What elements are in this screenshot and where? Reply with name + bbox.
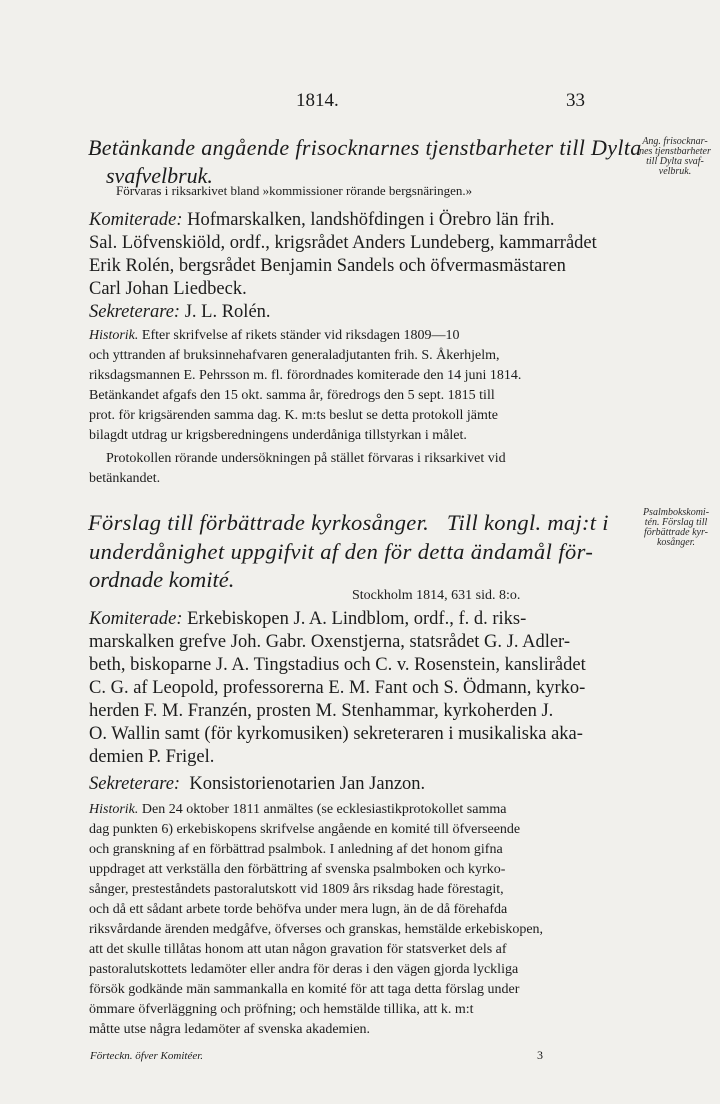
secretary-line: Sekreterare: Konsistorienotarien Jan Janzon.: [89, 774, 426, 794]
committee-line: Erik Rolén, bergsrådet Benjamin Sandels och öfvermasmästaren: [89, 256, 566, 276]
history-line: riksdagsmannen E. Pehrsson m. fl. förordnades komiterade den 14 juni 1814.: [89, 368, 522, 383]
committee-line: Komiterade: Hofmarskalken, landshöfdingen i Örebro län frih.: [89, 210, 555, 230]
committee-line: C. G. af Leopold, professorerna E. M. Fant och S. Ödmann, kyrko-: [89, 678, 586, 698]
section-title-line: underdånighet uppgifvit af den för detta ändamål för-: [89, 539, 594, 564]
signature-mark: Förteckn. öfver Komitéer.: [90, 1050, 204, 1062]
history-line: dag punkten 6) erkebiskopens skrifvelse angående en komité till öfverseende: [89, 822, 521, 837]
committee-line: beth, biskoparne J. A. Tingstadius och C. v. Rosenstein, kanslirådet: [89, 655, 586, 675]
history-line: försök godkände män sammankalla en komité för att taga detta förslag under: [89, 982, 520, 997]
committee-line: Carl Johan Liedbeck.: [89, 279, 247, 299]
history-line: prot. för krigsärenden samma dag. K. m:ts beslut se detta protokoll jämte: [89, 408, 499, 423]
history-line: och yttranden af bruksinnehafvaren generaladjutanten frih. S. Åkerhjelm,: [89, 348, 500, 363]
history-line: Betänkandet afgafs den 15 okt. samma år, föredrogs den 5 sept. 1815 till: [89, 388, 495, 403]
history-line: ömmare öfverläggning och pröfning; och hemstälde tillika, att k. m:t: [89, 1002, 474, 1017]
section-title-line: ordnade komité.: [89, 567, 235, 592]
history-line: Historik. Efter skrifvelse af rikets ständer vid riksdagen 1809—10: [89, 328, 460, 343]
committee-line: demien P. Frigel.: [89, 747, 215, 767]
committee-line: O. Wallin samt (för kyrkomusiken) sekreteraren i musikaliska aka-: [89, 724, 583, 744]
protocol-line: Protokollen rörande undersökningen på stället förvaras i riksarkivet vid: [106, 451, 506, 466]
history-line: att det skulle tillåtas honom att utan någon gravation för statsverket dels af: [89, 942, 507, 957]
committee-line: herden F. M. Franzén, prosten M. Stenhammar, kyrkoherden J.: [89, 701, 554, 721]
history-line: måtte utse några ledamöter af svenska akademien.: [89, 1022, 371, 1037]
margin-note: Ang. frisocknar- nes tjenstbarheter till Dylta svaf- velbruk.: [639, 136, 711, 177]
history-line: pastoralutskottets ledamöter eller andra för deras i den vägen gjorda lyckliga: [89, 962, 519, 977]
publication-note: Stockholm 1814, 631 sid. 8:o.: [352, 588, 521, 603]
protocol-line: betänkandet.: [89, 471, 161, 486]
history-line: riksvårdande ärenden medgåfve, öfverses och granskas, hemstälde erkebiskopen,: [89, 922, 544, 937]
margin-note: Psalmbokskomi- tén. Förslag till förbättrade kyr- kosånger.: [642, 507, 710, 548]
history-line: sånger, presteståndets pastoralutskott vid 1809 års riksdag hade förestagit,: [89, 882, 504, 897]
section-title-line: Förslag till förbättrade kyrkosånger. Till kongl. maj:t i: [88, 510, 609, 535]
committee-line: Sal. Löfvenskiöld, ordf., krigsrådet Anders Lundeberg, kammarrådet: [89, 233, 597, 253]
page-number: 33: [566, 90, 585, 111]
history-line: bilagdt utdrag ur krigsberedningens underdåniga tillstyrkan i målet.: [89, 428, 467, 443]
sheet-number: 3: [537, 1048, 543, 1062]
running-head-year: 1814.: [296, 90, 339, 111]
history-line: och då ett sådant arbete torde behöfva under mera lugn, än de då förehafda: [89, 902, 508, 917]
storage-note: Förvaras i riksarkivet bland »kommissioner rörande bergsnäringen.»: [116, 183, 473, 198]
history-line: och granskning af en förbättrad psalmbok. I anledning af det honom gifna: [89, 842, 503, 857]
committee-line: marskalken grefve Joh. Gabr. Oxenstjerna, statsrådet G. J. Adler-: [89, 632, 570, 652]
history-line: Historik. Den 24 oktober 1811 anmältes (se ecklesiastikprotokollet samma: [89, 802, 507, 817]
history-line: uppdraget att verkställa den förbättring af svenska psalmboken och kyrko-: [89, 862, 506, 877]
committee-line: Komiterade: Erkebiskopen J. A. Lindblom, ordf., f. d. riks-: [89, 609, 527, 629]
section-title-line: svafvelbruk.: [106, 163, 213, 188]
secretary-line: Sekreterare: J. L. Rolén.: [89, 302, 271, 322]
section-title-line: Betänkande angående frisocknarnes tjenstbarheter till Dylta: [88, 135, 642, 160]
